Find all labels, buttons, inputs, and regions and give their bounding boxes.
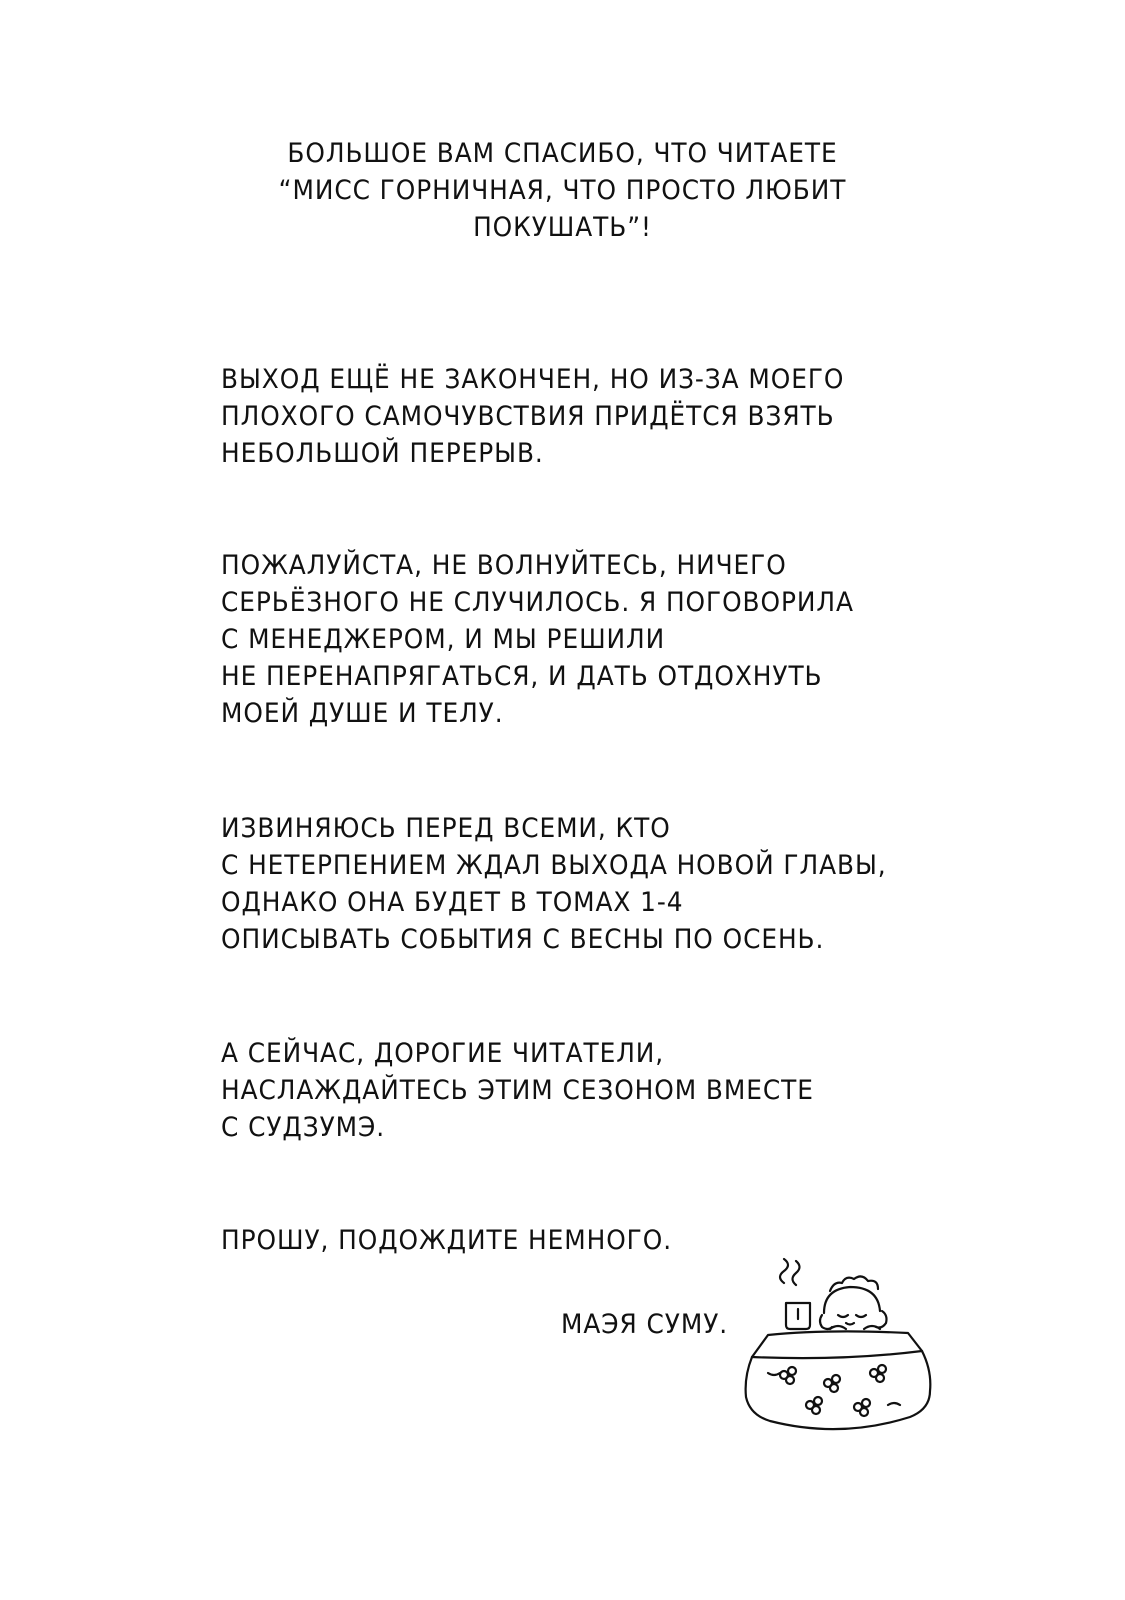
paragraph-line: НЕБОЛЬШОЙ ПЕРЕРЫВ. <box>221 438 544 469</box>
paragraph-line: НАСЛАЖДАЙТЕСЬ ЭТИМ СЕЗОНОМ ВМЕСТЕ <box>221 1075 814 1106</box>
steam-icon <box>793 1261 800 1285</box>
paragraph-line: С СУДЗУМЭ. <box>221 1112 386 1143</box>
flower-pattern-icon <box>780 1365 886 1416</box>
paragraph-apology <box>221 810 1001 958</box>
intro-line: ПОКУШАТЬ”! <box>473 212 652 243</box>
intro-text <box>0 135 1125 246</box>
paragraph-line: ИЗВИНЯЮСЬ ПЕРЕД ВСЕМИ, КТО <box>221 813 671 844</box>
maid-under-kotatsu-illustration <box>738 1255 938 1445</box>
paragraph-line: НЕ ПЕРЕНАПРЯГАТЬСЯ, И ДАТЬ ОТДОХНУТЬ <box>221 661 823 692</box>
paragraph-line: ОДНАКО ОНА БУДЕТ В ТОМАХ 1-4 <box>221 887 684 918</box>
author-signature <box>561 1306 743 1343</box>
signature-text: МАЭЯ СУМУ. <box>561 1309 729 1340</box>
intro-line: “МИСС ГОРНИЧНАЯ, ЧТО ПРОСТО ЛЮБИТ <box>278 175 847 206</box>
paragraph-line: С МЕНЕДЖЕРОМ, И МЫ РЕШИЛИ <box>221 624 666 655</box>
steam-icon <box>780 1259 788 1283</box>
paragraph-line: С НЕТЕРПЕНИЕМ ЖДАЛ ВЫХОДА НОВОЙ ГЛАВЫ, <box>221 850 887 881</box>
paragraph-line: ПЛОХОГО САМОЧУВСТВИЯ ПРИДЁТСЯ ВЗЯТЬ <box>221 401 835 432</box>
paragraph-line: ПРОШУ, ПОДОЖДИТЕ НЕМНОГО. <box>221 1225 673 1256</box>
paragraph-wait <box>221 1222 1001 1259</box>
paragraph-line: ВЫХОД ЕЩЁ НЕ ЗАКОНЧЕН, НО ИЗ-ЗА МОЕГО <box>221 364 845 395</box>
paragraph-line: МОЕЙ ДУШЕ И ТЕЛУ. <box>221 698 504 729</box>
intro-line: БОЛЬШОЕ ВАМ СПАСИБО, ЧТО ЧИТАЕТЕ <box>287 138 838 169</box>
paragraph-break-notice <box>221 361 1001 472</box>
kotatsu-table-icon <box>752 1331 922 1358</box>
paragraph-enjoy <box>221 1035 1001 1146</box>
paragraph-line: ОПИСЫВАТЬ СОБЫТИЯ С ВЕСНЫ ПО ОСЕНЬ. <box>221 924 825 955</box>
paragraph-line: СЕРЬЁЗНОГО НЕ СЛУЧИЛОСЬ. Я ПОГОВОРИЛА <box>221 587 854 618</box>
paragraph-line: ПОЖАЛУЙСТА, НЕ ВОЛНУЙТЕСЬ, НИЧЕГО <box>221 550 787 581</box>
paragraph-line: А СЕЙЧАС, ДОРОГИЕ ЧИТАТЕЛИ, <box>221 1038 665 1069</box>
paragraph-reassurance <box>221 547 1001 732</box>
